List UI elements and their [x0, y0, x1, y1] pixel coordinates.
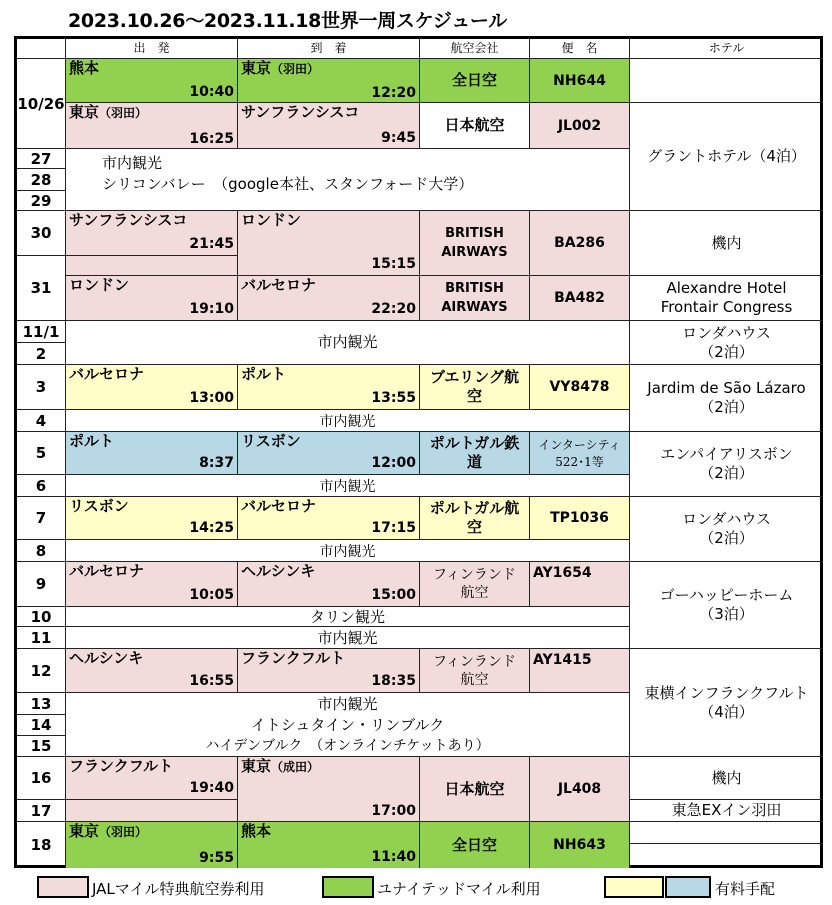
flight-cell: AY1654 [530, 562, 630, 607]
to-city: ヘルシンキ [241, 562, 316, 580]
activity-line: 市内観光 [317, 628, 378, 647]
arr-time: 12:00 [371, 455, 416, 471]
departure-cell [66, 757, 238, 800]
activity-cell: 市内観光 [66, 410, 630, 432]
dep-time: 16:25 [189, 131, 234, 147]
dep-time: 19:40 [189, 780, 234, 796]
hotel-line: （4泊） [699, 702, 754, 721]
departure-cell [66, 432, 238, 475]
header-hotel: ホテル [630, 39, 823, 59]
date-cell: 5 [17, 432, 66, 475]
departure-cell [66, 649, 238, 693]
legend-swatch-united [322, 876, 374, 898]
date-cell: 6 [17, 475, 66, 497]
hotel-cell: 機内 [630, 757, 823, 800]
arr-time: 13:55 [371, 390, 416, 406]
activity-cell [66, 149, 630, 211]
to-city: 東京 [241, 757, 272, 775]
hotel-line: （3泊） [699, 605, 754, 623]
activity-line: ハイデンブルク （オンラインチケットあり） [205, 738, 490, 754]
from-city: バルセロナ [69, 562, 145, 580]
hotel-cell-empty [630, 844, 823, 868]
departure-cell [66, 822, 238, 868]
hotel-line: 東横インフランクフルト [644, 683, 809, 702]
airline-cell: 全日空 [420, 822, 530, 868]
legend-label-jal: JALマイル特典航空券利用 [92, 880, 265, 898]
header-date [17, 39, 66, 59]
from-city: サンフランシスコ [69, 211, 188, 229]
date-cell: 10 [17, 607, 66, 627]
arrival-cell [238, 649, 420, 693]
legend-label-united: ユナイテッドマイル利用 [377, 880, 541, 898]
departure-cell [66, 59, 238, 103]
dep-time: 8:37 [199, 455, 234, 471]
arr-time: 9:45 [381, 130, 416, 146]
arrival-cell [238, 822, 420, 868]
activity-cell: 市内観光 [66, 540, 630, 562]
date-cell: 12 [17, 649, 66, 693]
activity-line: 市内観光 [317, 695, 378, 713]
airline-cell: フィンランド航空 [420, 649, 530, 693]
arr-time: 22:20 [371, 301, 416, 317]
date-cell: 15 [17, 736, 66, 757]
flight-cell: TP1036 [530, 497, 630, 540]
arrival-cell [238, 276, 420, 321]
date-cell: 4 [17, 410, 66, 432]
dep-time: 9:55 [199, 850, 234, 866]
departure-cell-blank [66, 256, 238, 276]
to-city: ロンドン [241, 211, 302, 229]
from-city: 東京 [69, 822, 100, 840]
airline-cell: BRITISH AIRWAYS [420, 276, 530, 321]
hotel-line: ゴーハッピーホーム [659, 586, 794, 604]
hotel-cell [630, 276, 823, 321]
arrival-cell [238, 103, 420, 149]
hotel-cell [630, 432, 823, 497]
hotel-cell [630, 562, 823, 649]
hotel-line: （2泊） [699, 529, 754, 547]
flight-cell: JL002 [530, 103, 630, 149]
legend-swatch-jal [37, 876, 89, 898]
activity-cell [66, 607, 630, 627]
date-cell: 28 [17, 169, 66, 191]
date-cell: 9 [17, 562, 66, 607]
dep-time: 13:00 [189, 390, 234, 406]
to-city: フランクフルト [241, 649, 346, 667]
hotel-cell: 機内 [630, 211, 823, 276]
activity-cell: 市内観光 [66, 321, 630, 365]
arrival-cell [238, 59, 420, 103]
hotel-cell [630, 321, 823, 365]
date-cell: 7 [17, 497, 66, 540]
arrival-cell [238, 562, 420, 607]
to-city-sub: （羽田） [271, 62, 320, 76]
page-title: 2023.10.26～2023.11.18世界一周スケジュール [68, 10, 507, 32]
airline-cell: ブエリング航空 [420, 365, 530, 410]
dep-time: 21:45 [189, 236, 234, 252]
header-arrival: 到 着 [238, 39, 420, 59]
departure-cell [66, 276, 238, 321]
arr-time: 15:15 [371, 256, 416, 272]
from-city: リスボン [69, 497, 129, 515]
hotel-cell [630, 497, 823, 562]
date-cell: 29 [17, 191, 66, 211]
departure-cell [66, 497, 238, 540]
hotel-cell [630, 649, 823, 757]
arr-time: 15:00 [371, 587, 416, 603]
hotel-cell-empty [630, 822, 823, 844]
departure-cell [66, 365, 238, 410]
flight-cell: AY1415 [530, 649, 630, 693]
from-city: フランクフルト [69, 757, 174, 775]
hotel-line: （2泊） [699, 464, 754, 482]
airline-cell: フィンランド航空 [420, 562, 530, 607]
departure-cell [66, 103, 238, 149]
hotel-cell [630, 365, 823, 432]
legend-swatch-paid-blue [665, 876, 711, 898]
arr-time: 17:00 [371, 803, 416, 819]
airline-cell: 全日空 [420, 59, 530, 103]
dep-time: 10:40 [189, 84, 234, 100]
dep-time: 19:10 [189, 301, 234, 317]
arr-time: 12:20 [371, 85, 416, 101]
date-cell: 8 [17, 540, 66, 562]
arrival-cell [238, 432, 420, 475]
arr-time: 18:35 [371, 673, 416, 689]
activity-line: イトシュタイン・リンブルク [250, 716, 445, 734]
activity-cell: 市内観光 [66, 475, 630, 497]
hotel-cell: グラントホテル（4泊） [630, 103, 823, 211]
hotel-line: （2泊） [699, 342, 754, 361]
activity-line: シリコンバレー （google本社、スタンフォード大学） [102, 175, 474, 193]
flight-cell: BA482 [530, 276, 630, 321]
airline-cell: BRITISH AIRWAYS [420, 211, 530, 276]
legend-label-paid: 有料手配 [715, 880, 776, 898]
date-cell: 11/1 [17, 321, 66, 343]
hotel-line: Frontair Congress [660, 298, 793, 316]
to-city: バルセロナ [241, 497, 317, 515]
hotel-line: Alexandre Hotel [666, 279, 787, 297]
to-city: ポルト [241, 365, 287, 383]
departure-cell [66, 211, 238, 256]
dep-time: 14:25 [189, 520, 234, 536]
to-city: サンフランシスコ [241, 103, 360, 121]
date-cell: 2 [17, 343, 66, 365]
activity-line: 市内観光 [102, 154, 163, 172]
from-city-sub: （羽田） [99, 106, 148, 120]
flight-cell: NH644 [530, 59, 630, 103]
date-cell: 10/26 [17, 59, 66, 149]
hotel-line: ロンダハウス [682, 323, 771, 342]
date-cell: 31 [17, 256, 66, 321]
arrival-cell [238, 365, 420, 410]
to-city: 熊本 [241, 822, 272, 840]
dep-time: 16:55 [189, 673, 234, 689]
hotel-line: （2泊） [699, 398, 754, 416]
to-city: バルセロナ [241, 276, 317, 294]
header-departure: 出 発 [66, 39, 238, 59]
arrival-cell [238, 497, 420, 540]
date-cell: 17 [17, 800, 66, 822]
legend-swatch-paid-yellow [604, 876, 664, 898]
flight-cell: NH643 [530, 822, 630, 868]
flight-cell: VY8478 [530, 365, 630, 410]
hotel-line: エンパイアリスボン [660, 445, 793, 463]
from-city: ポルト [69, 432, 115, 450]
from-city-sub: （羽田） [99, 825, 148, 839]
hotel-cell-empty [630, 59, 823, 103]
date-cell: 27 [17, 149, 66, 169]
header-flight: 便 名 [530, 39, 630, 59]
departure-cell-blank [66, 800, 238, 822]
to-city: リスボン [241, 432, 301, 450]
arrival-cell [238, 757, 420, 822]
arr-time: 11:40 [371, 849, 416, 865]
dep-time: 10:05 [189, 587, 234, 603]
from-city: ロンドン [69, 276, 130, 294]
hotel-line: Jardim de São Lázaro [647, 379, 806, 397]
header-airline: 航空会社 [420, 39, 530, 59]
flight-cell: JL408 [530, 757, 630, 822]
date-cell: 18 [17, 822, 66, 868]
airline-cell: ポルトガル鉄道 [420, 432, 530, 475]
airline-cell: 日本航空 [420, 103, 530, 149]
from-city: 熊本 [69, 59, 100, 77]
departure-cell [66, 562, 238, 607]
date-cell: 3 [17, 365, 66, 410]
from-city: ヘルシンキ [69, 649, 144, 667]
activity-cell [66, 693, 630, 757]
hotel-cell: 東急EXイン羽田 [630, 800, 823, 822]
arr-time: 17:15 [371, 520, 416, 536]
date-cell: 13 [17, 693, 66, 715]
flight-cell: インターシティ 522･1等 [530, 432, 630, 475]
activity-cell [66, 627, 630, 649]
from-city: バルセロナ [69, 365, 145, 383]
date-cell: 14 [17, 715, 66, 736]
flight-cell: BA286 [530, 211, 630, 276]
airline-cell: ポルトガル航空 [420, 497, 530, 540]
to-city-sub: （成田） [271, 760, 320, 774]
hotel-line: ロンダハウス [682, 510, 771, 528]
to-city: 東京 [241, 59, 272, 77]
arrival-cell [238, 211, 420, 276]
schedule-table [14, 36, 823, 868]
date-cell: 11 [17, 627, 66, 649]
date-cell: 30 [17, 211, 66, 256]
from-city: 東京 [69, 103, 100, 121]
activity-line: タリン観光 [309, 607, 385, 626]
date-cell: 16 [17, 757, 66, 800]
airline-cell: 日本航空 [420, 757, 530, 822]
